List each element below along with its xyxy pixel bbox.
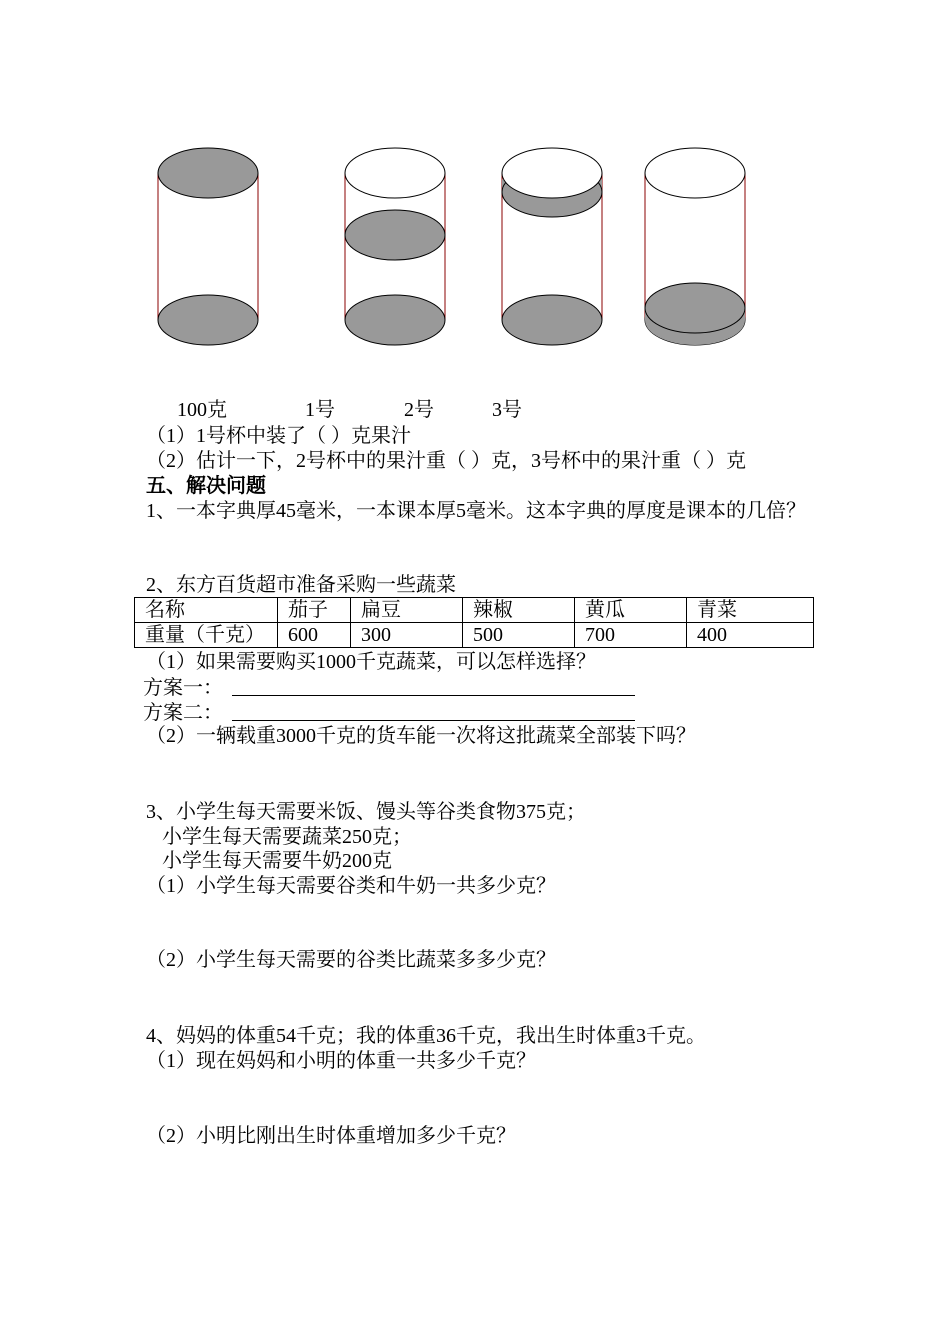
- plan-2-label: 方案二：: [143, 702, 223, 724]
- table-cell: 名称: [135, 598, 278, 623]
- cup-question-2: （2）估计一下，2号杯中的果汁重（ ）克，3号杯中的果汁重（ ）克: [146, 450, 746, 472]
- problem-1: 1、一本字典厚45毫米，一本课本厚5毫米。这本字典的厚度是课本的几倍？: [146, 500, 806, 522]
- table-cell: 辣椒: [463, 598, 575, 623]
- problem-3-q1: （1）小学生每天需要谷类和牛奶一共多少克？: [146, 875, 556, 897]
- plan-2-answer-line[interactable]: [232, 720, 635, 721]
- table-cell: 500: [463, 623, 575, 648]
- table-row: [135, 598, 814, 623]
- plan-1-label: 方案一：: [143, 677, 223, 699]
- problem-3-line-3: 小学生每天需要牛奶200克: [162, 850, 392, 872]
- cup-label-1: 1号: [305, 399, 335, 421]
- vegetable-table: [134, 597, 814, 648]
- problem-4-q2: （2）小明比刚出生时体重增加多少千克？: [146, 1125, 516, 1147]
- table-cell: 青菜: [687, 598, 814, 623]
- problem-2-q2: （2）一辆载重3000千克的货车能一次将这批蔬菜全部装下吗？: [146, 725, 696, 747]
- problem-3-line-2: 小学生每天需要蔬菜250克；: [162, 826, 412, 848]
- table-cell: 400: [687, 623, 814, 648]
- table-cell: 茄子: [278, 598, 351, 623]
- problem-4-q1: （1）现在妈妈和小明的体重一共多少千克？: [146, 1050, 536, 1072]
- table-row: [135, 623, 814, 648]
- table-cell: 700: [575, 623, 687, 648]
- problem-3-line-1: 3、小学生每天需要米饭、馒头等谷类食物375克；: [146, 801, 586, 823]
- table-cell: 300: [351, 623, 463, 648]
- cup-2: [502, 148, 602, 345]
- plan-1-answer-line[interactable]: [232, 695, 635, 696]
- table-cell: 黄瓜: [575, 598, 687, 623]
- problem-3-q2: （2）小学生每天需要的谷类比蔬菜多多少克？: [146, 949, 556, 971]
- cup-label-3: 3号: [492, 399, 522, 421]
- cup-question-1: （1）1号杯中装了（ ）克果汁: [146, 425, 411, 447]
- cups-figure: [150, 140, 770, 360]
- cup-1: [345, 148, 445, 345]
- cup-label-100g: 100克: [177, 399, 227, 421]
- problem-4-line-1: 4、妈妈的体重54千克；我的体重36千克，我出生时体重3千克。: [146, 1025, 706, 1047]
- cup-100g: [158, 148, 258, 345]
- problem-2-intro: 2、东方百货超市准备采购一些蔬菜: [146, 574, 456, 596]
- cup-3: [645, 148, 745, 345]
- problem-2-q1: （1）如果需要购买1000千克蔬菜，可以怎样选择？: [146, 651, 596, 673]
- table-cell: 600: [278, 623, 351, 648]
- section-title: 五、解决问题: [146, 475, 266, 497]
- table-cell: 重量（千克）: [135, 623, 278, 648]
- cup-label-2: 2号: [404, 399, 434, 421]
- table-cell: 扁豆: [351, 598, 463, 623]
